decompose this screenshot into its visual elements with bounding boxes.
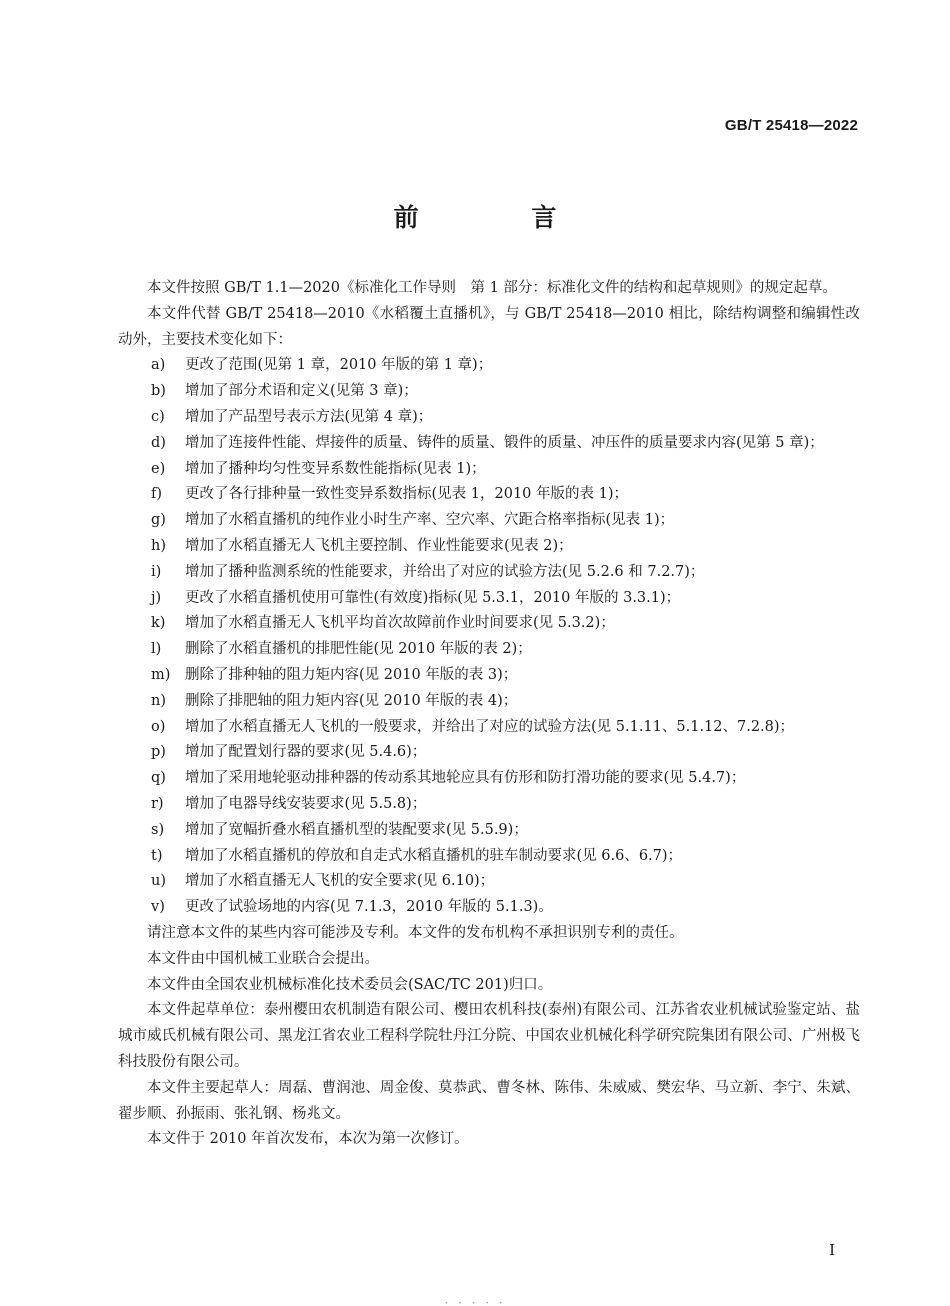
paragraph-technical-committee: 本文件由全国农业机械标准化技术委员会(SAC/TC 201)归口。 <box>147 976 553 993</box>
list-item-text: 增加了水稻直播无人飞机平均首次故障前作业时间要求(见 5.3.2)； <box>185 615 615 632</box>
list-marker: p) <box>151 744 166 761</box>
list-item-text: 增加了电器导线安装要求(见 5.5.8)； <box>185 795 427 812</box>
paragraph-publication-history: 本文件于 2010 年首次发布，本次为第一次修订。 <box>147 1131 469 1148</box>
list-item <box>118 792 860 818</box>
list-item-text: 更改了试验场地的内容(见 7.1.3，2010 年版的 5.1.3)。 <box>185 899 553 916</box>
list-item-text: 删除了排种轴的阻力矩内容(见 2010 年版的表 3)； <box>185 666 518 683</box>
list-marker: c) <box>151 408 165 425</box>
list-item-text: 更改了水稻直播机使用可靠性(有效度)指标(见 5.3.1，2010 年版的 3.3.1)； <box>185 589 681 606</box>
list-item <box>118 740 860 766</box>
list-marker: a) <box>151 357 166 374</box>
standard-code: GB/T 25418—2022 <box>724 117 858 134</box>
list-marker: k) <box>151 615 166 632</box>
list-item <box>118 637 860 663</box>
list-item-text: 增加了连接件性能、焊接件的质量、铸件的质量、锻件的质量、冲压件的质量要求内容(见第 5 章)； <box>185 434 824 451</box>
list-item-text: 增加了产品型号表示方法(见第 4 章)； <box>185 408 433 425</box>
list-marker: n) <box>151 692 166 709</box>
list-item <box>118 457 860 483</box>
list-item <box>118 482 860 508</box>
list-marker: t) <box>151 847 163 864</box>
list-item-text: 增加了水稻直播机的停放和自走式水稻直播机的驻车制动要求(见 6.6、6.7)； <box>185 847 683 864</box>
list-item-text: 增加了播种监测系统的性能要求，并给出了对应的试验方法(见 5.2.6 和 7.2.7)； <box>185 563 705 580</box>
paragraph-patent-notice: 请注意本文件的某些内容可能涉及专利。本文件的发布机构不承担识别专利的责任。 <box>147 924 684 941</box>
list-item-text: 更改了各行排种量一致性变异系数指标(见表 1，2010 年版的表 1)； <box>185 486 628 503</box>
list-item <box>118 869 860 895</box>
list-marker: s) <box>151 821 165 838</box>
bleed-through-decoration: · · · · · <box>444 1296 506 1306</box>
list-marker: d) <box>151 434 166 451</box>
page-title: 前 言 <box>393 203 609 232</box>
list-item <box>118 508 860 534</box>
list-item-text: 增加了水稻直播无人飞机的安全要求(见 6.10)； <box>185 873 495 890</box>
list-item-text: 增加了水稻直播无人飞机主要控制、作业性能要求(见表 2)； <box>185 537 573 554</box>
list-marker: l) <box>151 641 162 658</box>
paragraph-drafting-rules: 本文件按照 GB/T 1.1—2020《标准化工作导则 第 1 部分：标准化文件的结构和起草规则》的规定起草。 <box>147 280 837 296</box>
list-marker: m) <box>151 666 171 683</box>
list-item <box>118 715 860 741</box>
list-item <box>118 689 860 715</box>
list-item <box>118 534 860 560</box>
list-item <box>118 844 860 870</box>
page-number: I <box>829 1241 835 1259</box>
list-item <box>118 405 860 431</box>
list-item-text: 增加了采用地轮驱动排种器的传动系其地轮应具有仿形和防打滑功能的要求(见 5.4.7)； <box>185 770 746 787</box>
list-item <box>118 895 860 921</box>
list-item-text: 增加了水稻直播机的纯作业小时生产率、空穴率、穴距合格率指标(见表 1)； <box>185 512 675 529</box>
list-marker: v) <box>151 899 165 916</box>
list-item-text: 增加了配置划行器的要求(见 5.4.6)； <box>185 744 427 761</box>
changes-list <box>118 353 860 921</box>
list-item-text: 增加了部分术语和定义(见第 3 章)； <box>185 383 418 400</box>
paragraph-main-drafters: 本文件主要起草人：周磊、曹润池、周金俊、莫恭武、曹冬林、陈伟、朱威威、樊宏华、马立新、李宁、朱斌、翟步顺、孙振雨、张礼钢、杨兆文。 <box>118 1079 860 1122</box>
list-item <box>118 431 860 457</box>
list-marker: f) <box>151 486 163 503</box>
list-item-text: 删除了排肥轴的阻力矩内容(见 2010 年版的表 4)； <box>185 692 518 709</box>
foreword-body <box>118 276 860 1153</box>
list-marker: j) <box>151 589 162 606</box>
list-marker: u) <box>151 873 166 890</box>
list-marker: i) <box>151 563 162 580</box>
list-item-text: 更改了范围(见第 1 章，2010 年版的第 1 章)； <box>185 357 493 374</box>
list-item <box>118 611 860 637</box>
list-item-text: 增加了宽幅折叠水稻直播机型的装配要求(见 5.5.9)； <box>185 821 528 838</box>
list-item <box>118 586 860 612</box>
list-item <box>118 379 860 405</box>
paragraph-replacement: 本文件代替 GB/T 25418—2010《水稻覆土直播机》，与 GB/T 25418—2010 相比，除结构调整和编辑性改动外，主要技术变化如下： <box>118 305 860 348</box>
list-item-text: 增加了水稻直播无人飞机的一般要求，并给出了对应的试验方法(见 5.1.11、5.1.12、7.2.8)； <box>185 718 795 735</box>
list-item <box>118 353 860 379</box>
paragraph-proposer: 本文件由中国机械工业联合会提出。 <box>147 950 379 967</box>
list-marker: r) <box>151 795 164 812</box>
list-item-text: 增加了播种均匀性变异系数性能指标(见表 1)； <box>185 460 486 477</box>
list-marker: q) <box>151 770 166 787</box>
list-marker: g) <box>151 512 166 529</box>
list-marker: b) <box>151 383 166 400</box>
list-item <box>118 560 860 586</box>
paragraph-drafting-units: 本文件起草单位：泰州樱田农机制造有限公司、樱田农机科技(泰州)有限公司、江苏省农业机械试验鉴定站、盐城市威氏机械有限公司、黑龙江省农业工程科学院牡丹江分院、中国农业机械化科学研究院集团有限公司、广州极飞科技股份有限公司。 <box>118 1002 860 1070</box>
list-item-text: 删除了水稻直播机的排肥性能(见 2010 年版的表 2)； <box>185 641 532 658</box>
list-item <box>118 663 860 689</box>
list-item <box>118 766 860 792</box>
list-item <box>118 818 860 844</box>
list-marker: h) <box>151 537 166 554</box>
list-marker: o) <box>151 718 166 735</box>
list-marker: e) <box>151 460 166 477</box>
